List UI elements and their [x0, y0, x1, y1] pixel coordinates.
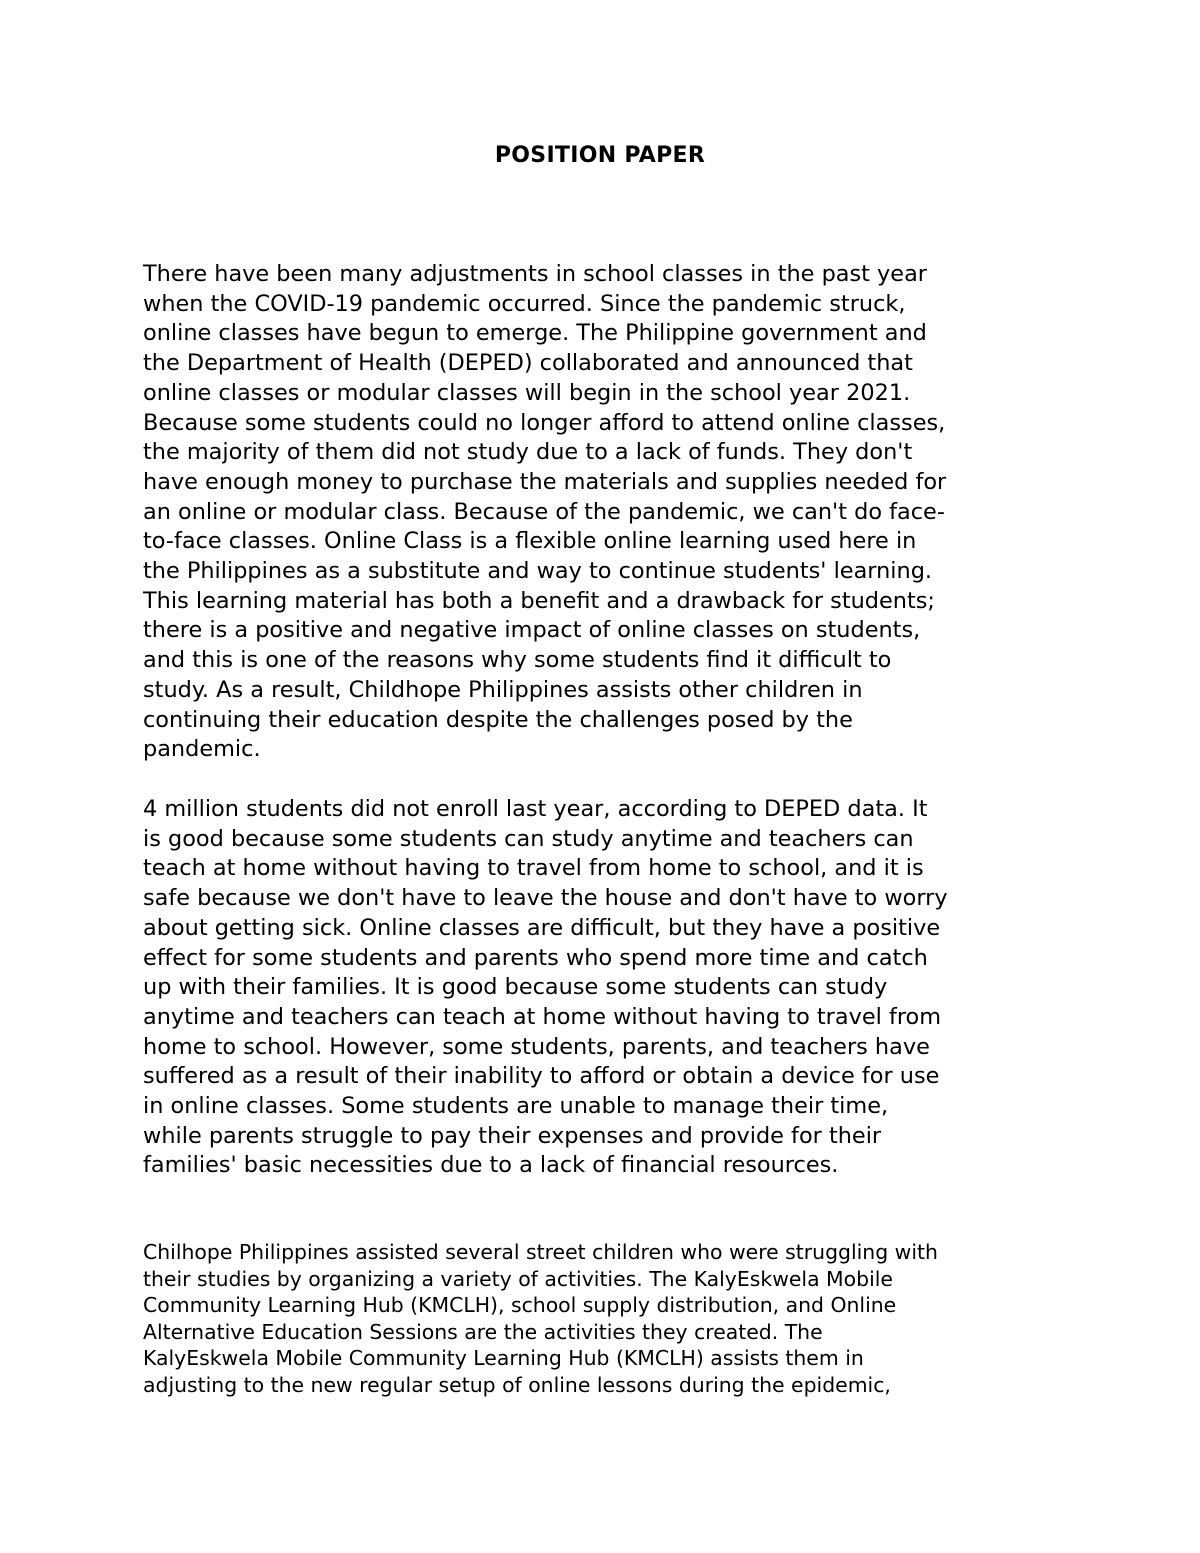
text-line: their studies by organizing a variety of activities. The KalyEskwela Mobile — [143, 1266, 893, 1291]
text-line: Community Learning Hub (KMCLH), school supply distribution, and Online — [143, 1293, 897, 1318]
text-line: the Department of Health (DEPED) collaborated and announced that — [143, 350, 913, 377]
text-line: anytime and teachers can teach at home without having to travel from — [143, 1003, 942, 1030]
text-line: effect for some students and parents who spend more time and catch — [143, 944, 928, 971]
text-line: the majority of them did not study due to a lack of funds. They don't — [143, 439, 913, 466]
text-line: pandemic. — [143, 736, 261, 763]
text-line: and this is one of the reasons why some students find it difficult to — [143, 647, 892, 674]
text-line: home to school. However, some students, parents, and teachers have — [143, 1033, 930, 1060]
text-line: an online or modular class. Because of the pandemic, we can't do face- — [143, 498, 945, 525]
text-line: online classes or modular classes will begin in the school year 2021. — [143, 379, 911, 406]
text-line: study. As a result, Childhope Philippines assists other children in — [143, 676, 863, 703]
text-line: KalyEskwela Mobile Community Learning Hub (KMCLH) assists them in — [143, 1346, 864, 1371]
text-line: teach at home without having to travel from home to school, and it is — [143, 855, 924, 882]
text-line: adjusting to the new regular setup of online lessons during the epidemic, — [143, 1372, 891, 1397]
text-line: suffered as a result of their inability to afford or obtain a device for use — [143, 1063, 940, 1090]
text-line: the Philippines as a substitute and way to continue students' learning. — [143, 558, 933, 585]
paragraph-1 — [143, 260, 946, 765]
text-line: up with their families. It is good because some students can study — [143, 974, 888, 1001]
text-line: about getting sick. Online classes are difficult, but they have a positive — [143, 914, 941, 941]
text-line: continuing their education despite the challenges posed by the — [143, 706, 853, 733]
text-line: Chilhope Philippines assisted several street children who were struggling with — [143, 1240, 938, 1264]
text-line: while parents struggle to pay their expenses and provide for their — [143, 1122, 882, 1149]
text-line: 4 million students did not enroll last year, according to DEPED data. It — [143, 796, 928, 822]
text-line: safe because we don't have to leave the house and don't have to worry — [143, 885, 948, 912]
paragraph-3 — [143, 1239, 938, 1399]
text-line: Because some students could no longer afford to attend online classes, — [143, 409, 946, 436]
text-line: to-face classes. Online Class is a flexible online learning used here in — [143, 528, 917, 555]
page-title: POSITION PAPER — [494, 143, 706, 168]
text-line: is good because some students can study anytime and teachers can — [143, 825, 914, 852]
text-line: when the COVID-19 pandemic occurred. Since the pandemic struck, — [143, 290, 906, 317]
text-line: Alternative Education Sessions are the activities they created. The — [143, 1319, 823, 1344]
text-line: This learning material has both a benefit and a drawback for students; — [143, 587, 935, 614]
text-line: There have been many adjustments in school classes in the past year — [143, 261, 928, 287]
paragraph-2 — [143, 795, 948, 1181]
text-line: in online classes. Some students are unable to manage their time, — [143, 1093, 889, 1120]
text-line: online classes have begun to emerge. The Philippine government and — [143, 320, 927, 347]
text-line: have enough money to purchase the materials and supplies needed for — [143, 468, 947, 495]
text-line: there is a positive and negative impact of online classes on students, — [143, 617, 921, 644]
text-line: families' basic necessities due to a lack of financial resources. — [143, 1152, 839, 1179]
